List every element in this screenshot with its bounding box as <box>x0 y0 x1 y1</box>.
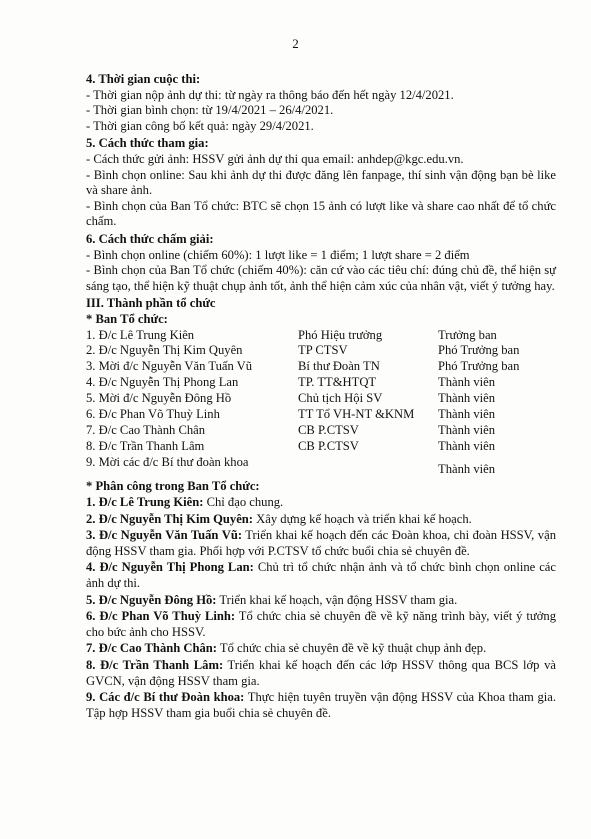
assignment-item <box>86 641 556 657</box>
roster-row <box>86 375 556 391</box>
page-number: 2 <box>292 36 299 51</box>
member-role: Thành viên <box>438 406 496 421</box>
assignee: 2. Đ/c Nguyễn Thị Kim Quyên: <box>86 511 254 526</box>
assignment-task: Xây dựng kế hoạch và triển khai kế hoạch. <box>253 511 472 526</box>
member-name: 3. Mời đ/c Nguyễn Văn Tuấn Vũ <box>86 359 253 374</box>
roster-row <box>86 407 556 423</box>
assignment-item <box>86 658 556 689</box>
assignment-task: Triển khai kế hoạch, vận động HSSV tham gia. <box>216 592 458 607</box>
member-role: Thành viên <box>438 438 496 453</box>
assignee: 5. Đ/c Nguyễn Đông Hồ: <box>86 592 217 607</box>
assignment-item <box>86 593 556 609</box>
assignment-item <box>86 609 556 640</box>
member-position: CB P.CTSV <box>298 438 359 453</box>
member-name: 4. Đ/c Nguyễn Thị Phong Lan <box>86 375 239 390</box>
assignment-list <box>86 495 556 721</box>
assignment-task: Triển khai kế hoạch đến các Đoàn khoa, chi đoàn HSSV, vận động HSSV tham gia. Phối hợp với P.CTSV tổ chức buổi chia sẻ chuyên đề. <box>86 528 556 558</box>
assignee: 9. Các đ/c Bí thư Đoàn khoa: <box>86 690 245 705</box>
roster-row <box>86 343 556 359</box>
assignment-task: Tổ chức chia sẻ chuyên đề về kỹ thuật chụp ảnh đẹp. <box>217 641 487 656</box>
member-position: CB P.CTSV <box>298 422 359 437</box>
member-position: Chủ tịch Hội SV <box>298 391 383 406</box>
assignee: 8. Đ/c Trần Thanh Lâm: <box>86 658 224 673</box>
assignment-item <box>86 528 556 559</box>
roster-row <box>86 391 556 407</box>
member-position: TT Tổ VH-NT &KNM <box>298 406 415 421</box>
roster-row <box>86 439 556 455</box>
member-name: 6. Đ/c Phan Võ Thuỳ Linh <box>86 406 220 421</box>
roster-row <box>86 328 556 344</box>
member-role: Thành viên <box>438 375 496 390</box>
member-name: 9. Mời các đ/c Bí thư đoàn khoa <box>86 454 249 469</box>
section-iii-heading: III. Thành phần tổ chức <box>86 296 216 311</box>
assignment-item <box>86 495 556 511</box>
assignee: 6. Đ/c Phan Võ Thuỳ Linh: <box>86 609 236 624</box>
roster-row <box>86 454 556 476</box>
assignment-task: Chủ trì tổ chức nhận ảnh và tổ chức bình chọn online các ảnh dự thi. <box>86 560 556 591</box>
section-4-line: - Thời gian bình chọn: từ 19/4/2021 – 26/4/2021. <box>86 103 334 118</box>
member-position: Phó Hiệu trưởng <box>298 327 383 342</box>
assignment-item <box>86 512 556 528</box>
roster-row <box>86 359 556 375</box>
assignee: 1. Đ/c Lê Trung Kiên: <box>86 495 204 510</box>
member-position: TP. TT&HTQT <box>298 375 377 390</box>
member-role: Thành viên <box>438 422 496 437</box>
section-6-heading: 6. Cách thức chấm giải: <box>86 231 214 246</box>
member-name: 1. Đ/c Lê Trung Kiên <box>86 327 195 342</box>
assignee: 4. Đ/c Nguyễn Thị Phong Lan: <box>86 560 254 575</box>
member-position: Bí thư Đoàn TN <box>298 359 380 374</box>
section-5-line: - Bình chọn của Ban Tổ chức: BTC sẽ chọn 15 ảnh có lượt like và share cao nhất để tổ chức chấm. <box>86 198 556 229</box>
member-name: 8. Đ/c Trần Thanh Lâm <box>86 438 205 453</box>
assignment-item <box>86 690 556 721</box>
section-6-line: - Bình chọn của Ban Tổ chức (chiếm 40%): căn cứ vào các tiêu chí: đúng chủ đề, thể hiện sự sáng tạo, thể hiện kỹ thuật chụp ảnh tốt, ảnh thể hiện cảm xúc của nhân vật, viết ý tưởng hay. <box>86 263 556 293</box>
assignee: 7. Đ/c Cao Thành Chân: <box>86 641 217 656</box>
section-6-line: - Bình chọn online (chiếm 60%): 1 lượt like = 1 điểm; 1 lượt share = 2 điểm <box>86 247 470 262</box>
assignment-task: Tổ chức chia sẻ chuyên đề về kỹ năng trình bày, viết ý tưởng cho bức ảnh cho HSSV. <box>86 609 556 639</box>
committee-roster <box>86 327 556 476</box>
assignment-task: Triển khai kế hoạch đến các lớp HSSV thông qua BCS lớp và GVCN, vận động HSSV tham gia. <box>86 658 556 688</box>
assignment-task: Chỉ đạo chung. <box>203 495 284 510</box>
roster-row <box>86 423 556 439</box>
section-5-heading: 5. Cách thức tham gia: <box>86 136 209 151</box>
member-role: Thành viên <box>438 461 496 476</box>
section-4-line: - Thời gian công bố kết quả: ngày 29/4/2021. <box>86 118 314 133</box>
assignee: 3. Đ/c Nguyễn Văn Tuấn Vũ: <box>86 528 243 543</box>
member-name: 2. Đ/c Nguyễn Thị Kim Quyên <box>86 343 243 358</box>
member-role: Trưởng ban <box>438 327 497 342</box>
member-role: Phó Trưởng ban <box>438 343 520 358</box>
member-name: 7. Đ/c Cao Thành Chân <box>86 422 206 437</box>
assignment-heading: * Phân công trong Ban Tổ chức: <box>86 478 260 493</box>
committee-heading: * Ban Tổ chức: <box>86 311 168 326</box>
section-5-line: - Cách thức gửi ảnh: HSSV gửi ảnh dự thi qua email: anhdep@kgc.edu.vn. <box>86 151 464 166</box>
section-5-line: - Bình chọn online: Sau khi ảnh dự thi được đăng lên fanpage, thí sinh vận động bạn bè like và share ảnh. <box>86 167 556 198</box>
section-4-line: - Thời gian nộp ảnh dự thi: từ ngày ra thông báo đến hết ngày 12/4/2021. <box>86 87 454 102</box>
member-role: Thành viên <box>438 391 496 406</box>
section-4-heading: 4. Thời gian cuộc thi: <box>86 72 201 86</box>
member-name: 5. Mời đ/c Nguyễn Đông Hồ <box>86 391 232 406</box>
assignment-task: Thực hiện tuyên truyền vận động HSSV của Khoa tham gia. Tập hợp HSSV tham gia buổi chia sẻ chuyên đề. <box>86 690 556 720</box>
member-role: Phó Trưởng ban <box>438 359 520 374</box>
assignment-item <box>86 560 556 591</box>
document-body <box>86 72 556 722</box>
member-position: TP CTSV <box>298 343 348 358</box>
